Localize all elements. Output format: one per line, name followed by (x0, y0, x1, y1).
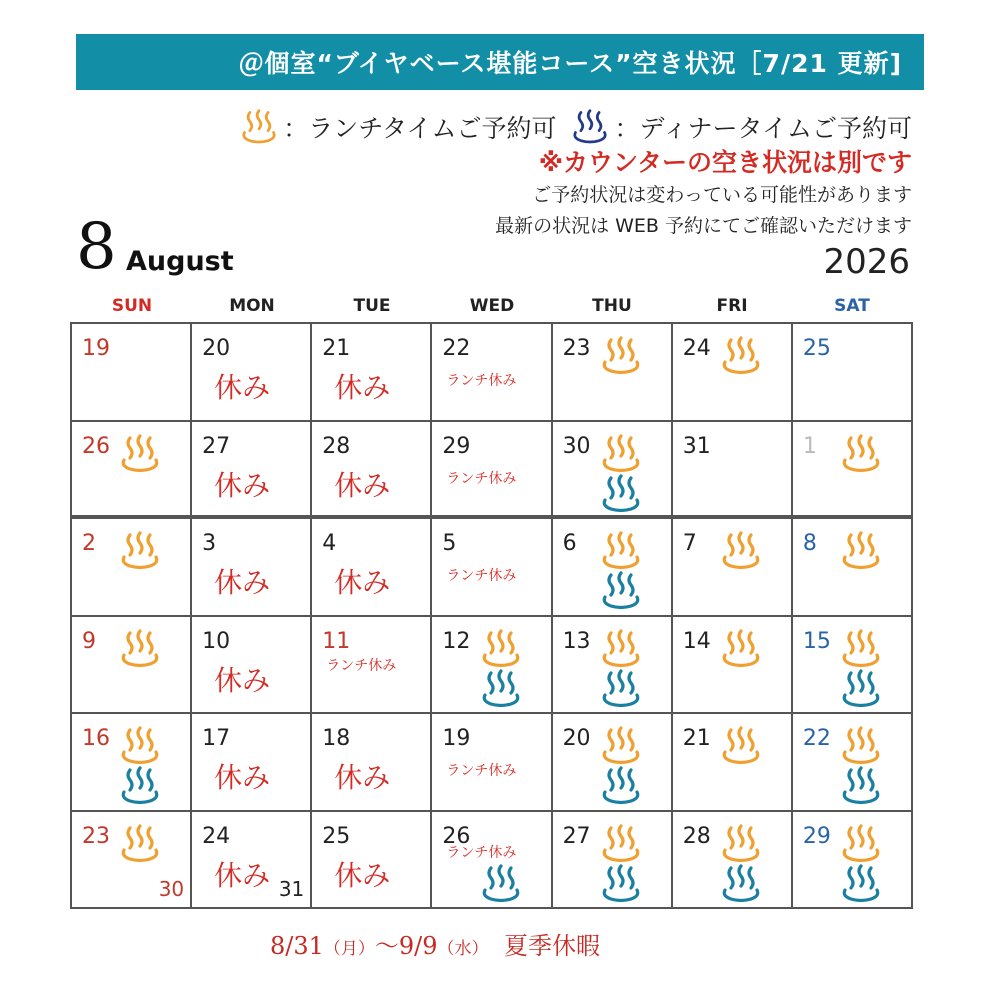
lunch-available-icon (719, 822, 763, 866)
month-name: August (126, 246, 234, 277)
closed-label: 休み (334, 371, 391, 404)
calendar-day-cell (192, 324, 312, 422)
lunch-available-icon (719, 334, 763, 378)
holiday-label: 夏季休暇 (480, 932, 601, 960)
lunch-available-icon (719, 529, 763, 573)
holiday-separator: ～ (374, 932, 399, 960)
reservation-note-2: 最新の状況は WEB 予約にてご確認いただけます (495, 215, 912, 237)
lunch-closed-label: ランチ休み (446, 568, 517, 584)
day-number: 22 (442, 336, 471, 361)
day-number: 9 (82, 628, 96, 654)
calendar-day-cell (673, 714, 793, 812)
month-number: 8 (76, 210, 117, 284)
lunch-available-icon (599, 334, 643, 378)
calendar-day-cell (192, 812, 312, 910)
holiday-end-dow: （水） (437, 939, 481, 959)
day-number: 16 (82, 726, 110, 751)
calendar-day-cell (673, 519, 793, 617)
closed-label: 休み (334, 468, 391, 502)
lunch-available-icon (839, 432, 883, 476)
day-number: 22 (802, 726, 831, 751)
lunch-available-icon (599, 627, 643, 671)
lunch-available-icon (118, 432, 162, 476)
calendar-day-cell (72, 324, 192, 422)
calendar-day-cell (72, 812, 192, 910)
calendar-day-cell (793, 324, 913, 422)
lunch-available-icon (479, 627, 523, 671)
day-number: 30 (562, 433, 591, 459)
day-number: 3 (202, 531, 217, 556)
day-number: 28 (682, 823, 711, 849)
day-number: 5 (442, 531, 457, 556)
closed-label: 休み (214, 761, 271, 794)
calendar-day-cell (72, 519, 192, 617)
calendar-day-cell (553, 714, 673, 812)
day-number: 2 (82, 531, 96, 556)
dinner-available-icon (599, 667, 643, 711)
title-banner (76, 34, 924, 90)
calendar-day-cell (553, 519, 673, 617)
day-number: 21 (322, 336, 351, 361)
calendar-day-cell (432, 617, 552, 715)
dinner-available-icon (479, 862, 523, 906)
lunch-available-icon (118, 724, 162, 768)
calendar-day-cell (553, 617, 673, 715)
lunch-closed-label: ランチ休み (446, 470, 517, 487)
calendar-day-cell (793, 812, 913, 910)
calendar-day-cell (432, 714, 552, 812)
calendar-day-cell (432, 812, 552, 910)
calendar-day-cell (432, 519, 552, 617)
closed-label: 休み (214, 468, 271, 502)
lunch-available-icon (839, 529, 883, 573)
calendar-day-cell (312, 422, 432, 520)
day-number: 4 (322, 531, 337, 556)
dinner-available-icon (839, 764, 883, 808)
legend-dinner (570, 107, 912, 147)
calendar-day-cell (793, 714, 913, 812)
lunch-available-icon (118, 529, 162, 573)
dinner-available-icon (839, 862, 883, 906)
calendar-day-cell (72, 714, 192, 812)
weekday-sun: SUN (111, 296, 153, 316)
day-number: 11 (322, 628, 351, 654)
lunch-available-icon (599, 724, 643, 768)
dinner-legend-text: ：ディナータイムご予約可 (614, 114, 912, 143)
day-number: 20 (562, 726, 591, 751)
calendar-day-cell (72, 617, 192, 715)
calendar-day-cell (553, 422, 673, 520)
lunch-closed-label: ランチ休み (446, 844, 517, 861)
day-number: 26 (82, 433, 110, 459)
weekday-fri: FRI (716, 296, 748, 316)
calendar-day-cell (192, 617, 312, 715)
lunch-available-icon (839, 822, 883, 866)
calendar-day-cell (673, 324, 793, 422)
holiday-end: 9/9 (398, 932, 438, 960)
day-number: 27 (202, 433, 231, 459)
day-number: 10 (202, 628, 231, 654)
weekday-mon: MON (229, 296, 275, 316)
day-number: 6 (562, 531, 577, 556)
day-number: 24 (202, 823, 231, 849)
closed-label: 休み (214, 858, 271, 892)
lunch-available-icon (599, 822, 643, 866)
lunch-closed-label: ランチ休み (326, 657, 397, 674)
calendar-day-cell (312, 519, 432, 617)
day-number: 28 (322, 433, 351, 459)
lunch-available-icon (839, 724, 883, 768)
closed-label: 休み (214, 663, 271, 697)
dinner-available-icon (599, 472, 643, 516)
lunch-legend-text: ：ランチタイムご予約可 (283, 114, 557, 143)
day-number: 21 (682, 726, 711, 751)
counter-note: ※カウンターの空き状況は別です (538, 148, 912, 177)
calendar-day-cell (432, 422, 552, 520)
calendar-day-cell (312, 617, 432, 715)
calendar-day-cell (192, 714, 312, 812)
lunch-available-icon (118, 822, 162, 866)
dinner-available-icon (719, 862, 763, 906)
weekday-tue: TUE (353, 296, 391, 316)
lunch-closed-label: ランチ休み (446, 763, 517, 779)
closed-label: 休み (214, 371, 271, 404)
calendar-day-cell (553, 324, 673, 422)
day-number: 1 (802, 433, 817, 459)
day-number: 29 (802, 823, 831, 849)
legend-lunch (239, 107, 556, 147)
closed-label: 休み (334, 761, 391, 794)
holiday-start: 8/31 (270, 932, 324, 960)
holiday-start-dow: （月） (323, 939, 375, 959)
day-number: 23 (562, 336, 591, 361)
closed-label: 休み (214, 566, 271, 599)
reservation-note-1: ご予約状況は変わっている可能性があります (532, 184, 912, 206)
weekday-wed: WED (469, 296, 515, 316)
day-number: 23 (82, 823, 110, 849)
day-number: 14 (682, 628, 711, 654)
day-number: 20 (202, 336, 231, 361)
dinner-available-icon (839, 667, 883, 711)
calendar-day-cell (192, 422, 312, 520)
lunch-available-icon (839, 627, 883, 671)
calendar-day-cell (793, 519, 913, 617)
calendar-day-cell (673, 422, 793, 520)
closed-label: 休み (334, 858, 391, 892)
year: 2026 (823, 242, 910, 282)
secondary-day-number: 31 (278, 877, 305, 901)
day-number: 15 (802, 628, 831, 654)
calendar-day-cell (312, 324, 432, 422)
lunch-available-icon (599, 432, 643, 476)
day-number: 13 (562, 628, 591, 654)
lunch-available-icon (599, 529, 643, 573)
calendar-grid (70, 322, 913, 909)
day-number: 25 (802, 336, 831, 361)
calendar-day-cell (432, 324, 552, 422)
dinner-available-icon (479, 667, 523, 711)
lunch-available-icon (719, 627, 763, 671)
calendar-day-cell (793, 422, 913, 520)
day-number: 24 (682, 336, 711, 361)
day-number: 12 (442, 628, 471, 654)
day-number: 26 (442, 823, 471, 849)
summer-holiday-note (270, 926, 600, 961)
day-number: 27 (562, 823, 591, 849)
dinner-available-icon (599, 862, 643, 906)
lunch-available-icon (118, 627, 162, 671)
calendar-day-cell (793, 617, 913, 715)
lunch-hot-spring-icon (239, 107, 279, 147)
calendar-day-cell (72, 422, 192, 520)
lunch-available-icon (719, 724, 763, 768)
calendar-day-cell (312, 714, 432, 812)
dinner-available-icon (599, 569, 643, 613)
banner-title: ＠個室“ブイヤベース堪能コース”空き状況［7/21 更新] (238, 49, 902, 78)
day-number: 8 (802, 531, 817, 556)
day-number: 31 (682, 433, 711, 459)
day-number: 25 (322, 823, 351, 849)
weekday-sat: SAT (834, 296, 870, 316)
closed-label: 休み (334, 566, 391, 599)
dinner-hot-spring-icon (570, 107, 610, 147)
day-number: 19 (82, 336, 110, 361)
calendar-day-cell (312, 812, 432, 910)
calendar-day-cell (673, 812, 793, 910)
day-number: 19 (442, 726, 471, 751)
secondary-day-number: 30 (158, 877, 185, 901)
day-number: 17 (202, 726, 231, 751)
calendar-day-cell (673, 617, 793, 715)
dinner-available-icon (599, 764, 643, 808)
lunch-closed-label: ランチ休み (446, 373, 517, 389)
day-number: 29 (442, 433, 471, 459)
day-number: 7 (682, 531, 697, 556)
dinner-available-icon (118, 764, 162, 808)
weekday-thu: THU (592, 296, 632, 316)
day-number: 18 (322, 726, 351, 751)
calendar-day-cell (192, 519, 312, 617)
calendar-day-cell (553, 812, 673, 910)
